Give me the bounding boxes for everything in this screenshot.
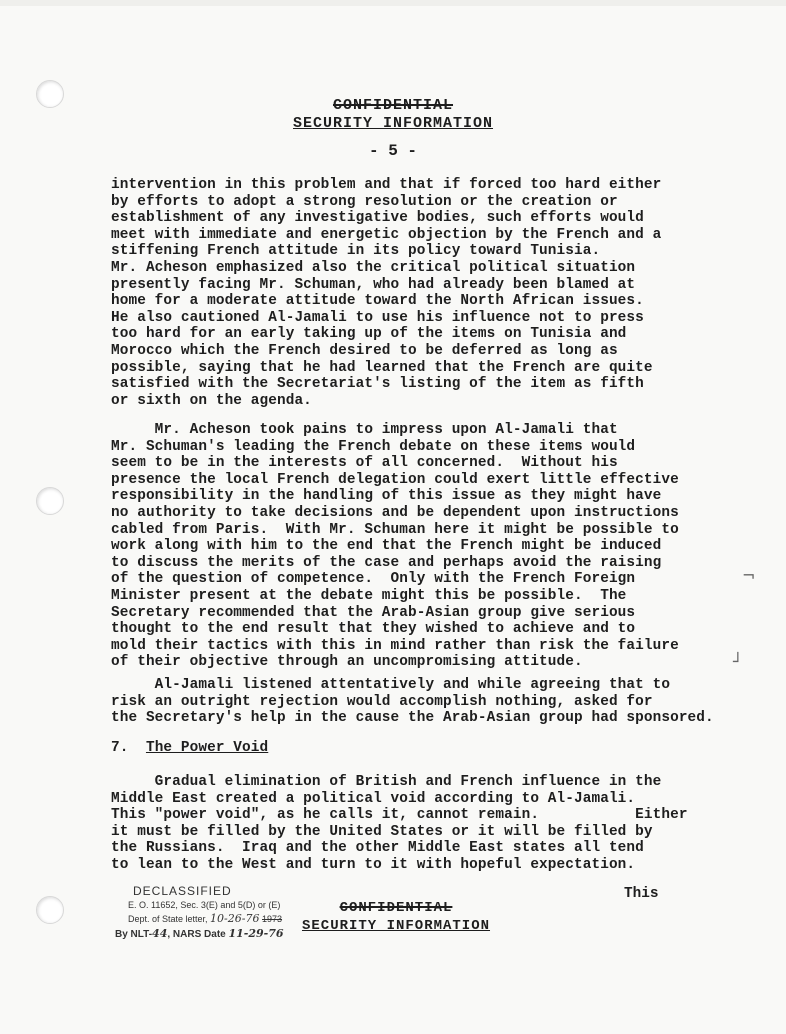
page-top-edge [0, 0, 786, 6]
hole-punch-bottom [36, 896, 64, 924]
footer-classification-marking: CONFIDENTIAL [339, 900, 453, 916]
section-number: 7. [111, 740, 146, 756]
nars-date-handwritten: 11-29-76 [228, 927, 284, 940]
paragraph: Gradual elimination of British and French influence in the Middle East created a political void according to Al-Jamali. This "power void", as he calls it, cannot remain. Either it must be filled by the United States or it will be filled by the Russians. Iraq and the other Middle East states all tend to lean to the West and turn to it with hopeful expectation. [111, 774, 688, 873]
security-marking: SECURITY INFORMATION [292, 115, 494, 132]
paragraph: intervention in this problem and that if forced too hard either by efforts to adopt a strong resolution or the creation or establishment of any investigative bodies, such efforts would meet with immediate and energetic objection by the French and a stiffening French attitude in its policy toward Tunisia. Mr. Acheson emphasized also the critical political situation presently facing Mr. Schuman, who had already been blamed at home for a moderate attitude toward the North African issues. He also cautioned Al-Jamali to use his influence not to press too hard for an early taking up of the items on Tunisia and Morocco which the French desired to be deferred as long as possible, saying that he had learned that the French are quite satisfied with the Secretariat's listing of the item as fifth or sixth on the agenda. [111, 177, 662, 409]
margin-mark-top: ¬ [742, 566, 756, 585]
document-body [111, 177, 751, 873]
hole-punch-middle [36, 487, 64, 515]
declassified-by: By NLT-44, NARS Date 11-29-76 [115, 927, 284, 940]
page-header [0, 97, 786, 133]
section-heading [111, 740, 268, 757]
margin-mark-bottom: ┘ [733, 652, 743, 671]
classification-marking: CONFIDENTIAL [332, 97, 454, 114]
page-footer [296, 899, 496, 935]
declassification-stamp [115, 884, 295, 943]
footer-security-marking: SECURITY INFORMATION [301, 918, 491, 934]
declassified-letter: Dept. of State letter, 10-26-76 1973 [128, 912, 283, 925]
section-title: The Power Void [145, 740, 269, 756]
paragraph: Mr. Acheson took pains to impress upon Al-Jamali that Mr. Schuman's leading the French debate on these items would seem to be in the interests of all concerned. Without his presence the local French delegation could exert little effective responsibility in the handling of this issue as they might have no authority to take decisions and be dependent upon instructions cabled from Paris. With Mr. Schuman here it might be possible to work along with him to the end that the French might be induced to discuss the merits of the case and perhaps avoid the raising of the question of competence. Only with the French Foreign Minister present at the debate might this be possible. The Secretary recommended that the Arab-Asian group give serious thought to the end result that they wished to achieve and to mold their tactics with this in mind rather than risk the failure of their objective through an uncompromising attitude. [111, 422, 679, 671]
paragraph: Al-Jamali listened attentatively and while agreeing that to risk an outright rejection would accomplish nothing, asked for the Secretary's help in the cause the Arab-Asian group had sponsored. [111, 677, 714, 727]
letter-year: 1973 [262, 914, 283, 924]
page-number: - 5 - [368, 142, 417, 160]
declassified-authority: E. O. 11652, Sec. 3(E) and 5(D) or (E) [128, 900, 281, 910]
nlt-initials-handwritten: 44 [152, 927, 168, 940]
continuation-word: This [624, 886, 659, 902]
declassified-title: DECLASSIFIED [133, 884, 232, 898]
letter-date-handwritten: 10-26-76 [210, 912, 260, 925]
